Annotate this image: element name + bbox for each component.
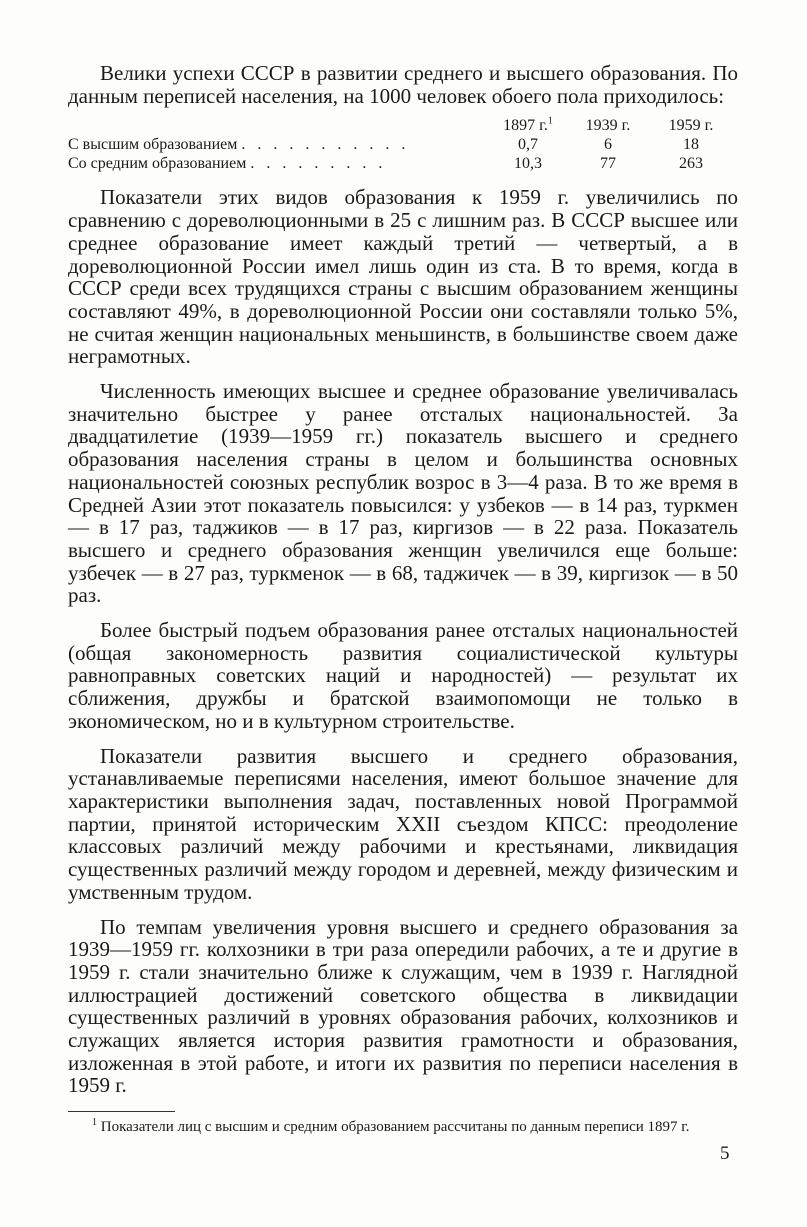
row-value: 10,3 [514,155,542,173]
intro-paragraph: Велики успехи СССР в развитии среднего и высшего образования. По данным переписей населения, на 1000 человек обоего пола приходилось: [68,61,738,108]
table-row [68,154,738,173]
page-number: 5 [720,1143,730,1164]
table-header-1897: 1897 г.$^1$ [503,116,553,135]
paragraph: Численность имеющих высшее и среднее образование увеличивалась значительно быстрее у ранее отсталых национальностей. За двадцатилетие (1939—1959 гг.) показатель высшего и среднего образования населения страны в целом и большинства основных национальностей союзных республик возрос в 3—4 раза. В то же время в Средней Азии этот показатель повысился: у узбеков — в 14 раз, туркмен — в 17 раз, таджиков — в 17 раз, киргизов — в 22 раза. Показатель высшего и среднего образования женщин увеличился еще больше: узбечек — в 27 раз, туркменок — в 68, таджичек — в 39, киргизок — в 50 раз. [68,379,738,608]
footnote [68,1118,738,1136]
footnote-divider [68,1111,175,1112]
row-value: 263 [679,155,703,173]
row-value: 77 [600,155,616,173]
row-label: Со средним образованием [68,155,247,173]
table-header-1959: 1959 г. [668,117,714,135]
footnote-ref: 1 [547,116,553,128]
footnote-text: Показатели лиц с высшим и средним образованием рассчитаны по данным переписи 1897 г. [100,1119,690,1136]
table-header-1939: 1939 г. [585,117,631,135]
leader-dots: . . . . . . . . . . . [241,136,410,154]
paragraph: Показатели развития высшего и среднего образования, устанавливаемые переписями населения, имеют большое значение для характеристики выполнения задач, поставленных новой Программой партии, принятой историческим XXII съездом КПСС: преодоление классовых различий между рабочими и крестьянами, ликвидация существенных различий между городом и деревней, между физическим и умственным трудом. [68,743,738,904]
paragraph: По темпам увеличения уровня высшего и среднего образования за 1939—1959 гг. колхозники в три раза опередили рабочих, а те и другие в 1959 г. стали значительно ближе к служащим, чем в 1939 г. Наглядной иллюстрацией достижений советского общества в ликвидации существенных различий в уровнях образования рабочих, колхозников и служащих является история развития грамотности и образования, изложенная в этой работе, и итоги их развития по переписи населения в 1959 г. [68,914,738,1098]
page-body [68,62,738,1136]
education-table [68,116,738,173]
paragraph: Показатели этих видов образования к 1959 г. увеличились по сравнению с дореволюционными в 25 с лишним раз. В СССР высшее или среднее образование имеет каждый третий — четвертый, а в дореволюционной России имел лишь один из ста. В то время, когда в СССР среди всех трудящихся страны с высшим образованием женщины составляют 49%, в дореволюционной России они составляли только 5%, не считая женщин национальных меньшинств, в большинстве своем даже неграмотных. [68,185,738,369]
table-row [68,135,738,154]
row-value: 6 [604,136,612,154]
row-value: 18 [683,136,699,154]
footnote-mark: 1 [92,1117,97,1129]
table-header-row [68,116,738,135]
paragraph: Более быстрый подъем образования ранее отсталых национальностей (общая закономерность развития социалистической культуры равноправных советских наций и народностей) — результат их сближения, дружбы и братской взаимопомощи не только в экономическом, но и в культурном строительстве. [68,618,738,733]
row-label: С высшим образованием [68,136,238,154]
leader-dots: . . . . . . . . . [250,155,387,173]
row-value: 0,7 [518,136,538,154]
